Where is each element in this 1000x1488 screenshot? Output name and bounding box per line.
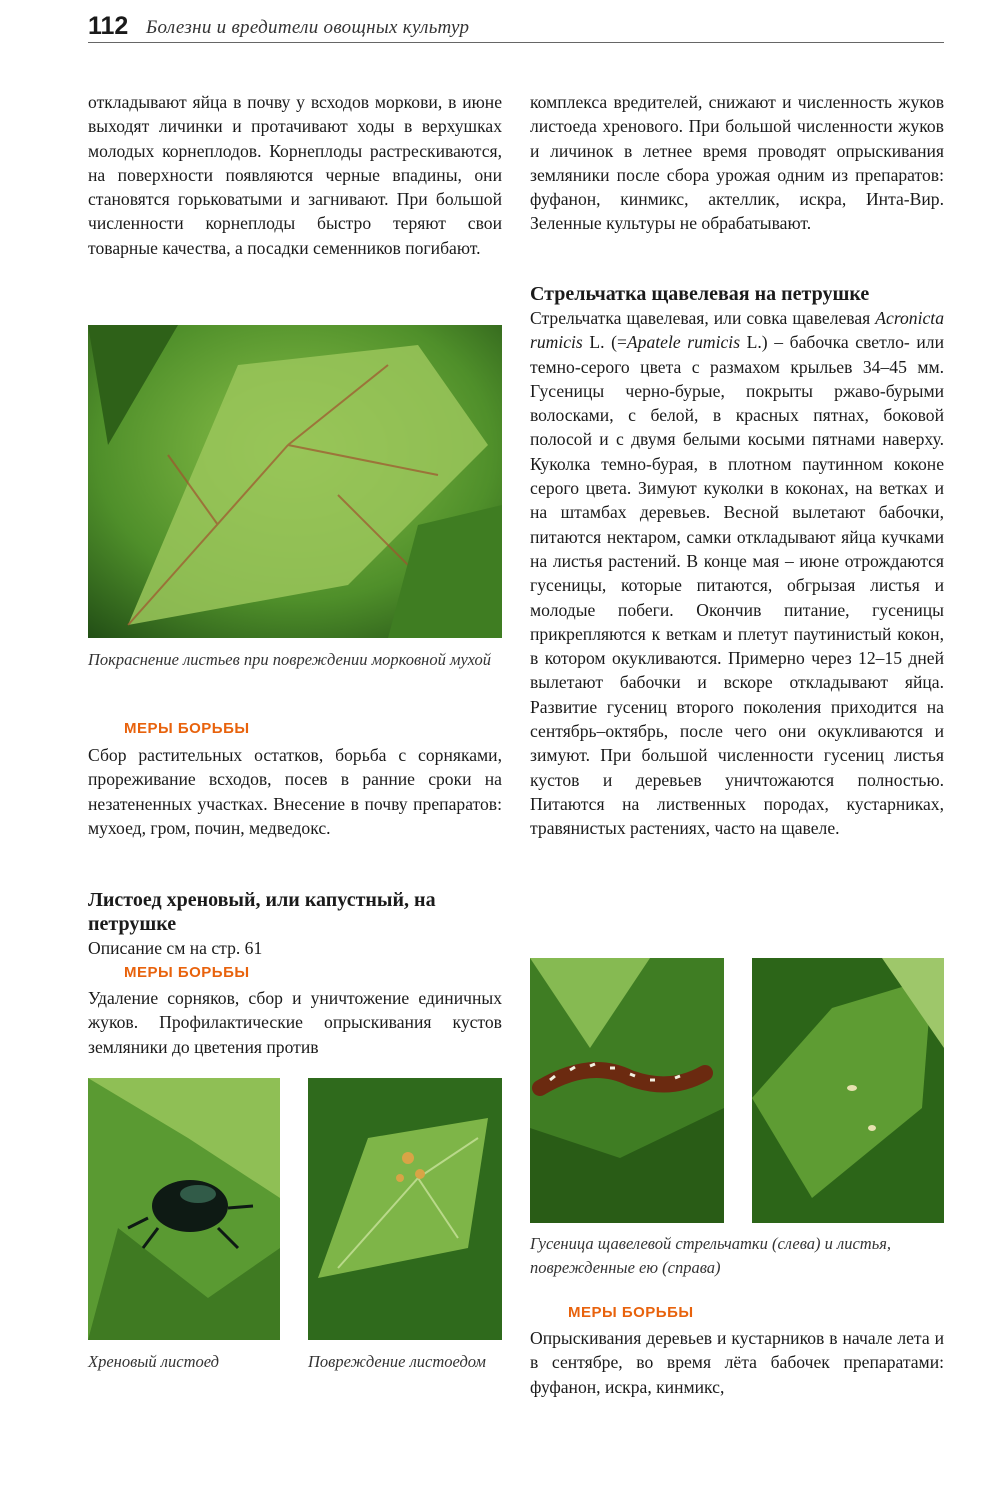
photo-horseradish-beetle <box>88 1078 280 1340</box>
control1-heading: МЕРЫ БОРЬБЫ <box>124 720 250 737</box>
figure3-caption-box <box>308 1350 502 1374</box>
figure1-caption-box <box>88 648 502 672</box>
photo-beetle-damage <box>308 1078 502 1340</box>
photo-carrot-fly-leaf <box>88 325 502 638</box>
figure1-caption: Покраснение листьев при повреждении морковной мухой <box>88 650 492 669</box>
author-1: L. (= <box>582 332 627 353</box>
right-intro-text: комплекса вредителей, снижают и численность жуков листоеда хренового. При большой численности жуков и личинок в летнее время проводят опрыскивания земляники после сбора урожая одним из препаратов: фуфанон, кинмикс, актеллик, искра, Инта-Вир. Зеленные культуры не обрабатывают. <box>530 92 944 234</box>
control1-box <box>88 743 502 840</box>
control3-box <box>530 1326 944 1399</box>
latin-name-2: Apatele rumicis <box>626 332 741 353</box>
photo-damaged-leaves <box>752 958 944 1223</box>
right-intro <box>530 90 944 236</box>
section2-box <box>88 888 502 960</box>
left-intro <box>88 90 502 260</box>
running-title: Болезни и вредители овощных культур <box>146 17 470 38</box>
section3-p1: Стрельчатка щавелевая, или совка щавелевая <box>530 308 871 328</box>
page-number: 112 <box>88 12 129 40</box>
control3-heading: МЕРЫ БОРЬБЫ <box>568 1304 694 1321</box>
control2-heading: МЕРЫ БОРЬБЫ <box>124 964 250 981</box>
section3-box <box>530 282 944 841</box>
figure2-caption: Хреновый листоед <box>88 1352 219 1371</box>
control2-heading-box <box>124 964 504 981</box>
section3-body: L.) – бабочка светло- или темно-серого цвета с размахом крыльев 34–45 мм. Гусеницы черно-бурые, покрыты ржаво-бурыми волосками, с белой, в красных пятнах, боковой полосой и с двумя белыми косыми пятнами наверху. Куколка темно-бурая, в плотном паутинном коконе серого цвета. Зимуют куколки в коконах, на ветках и на штамбах деревьев. Весной вылетают бабочки, питаются нектаром, самки откладывают яйца кучками на листья растений. В конце мая – июне отрождаются гусеницы, которые питаются, обгрызая листья и молодые побеги. Окончив питание, гусеницы прикрепляются к веткам и плетут паутинистый кокон, в котором окукливаются. Примерно через 12–15 дней вылетают бабочки и вскоре откладывают яйца. Развитие гусениц второго поколения приходится на сентябрь–октябрь, после чего они окукливаются и зимуют. При большой численности гусениц листья кустов и деревьев уничтожаются полностью. Питаются на лиственных породах, кустарниках, травянистых растениях, часто на щавеле. <box>530 332 944 839</box>
section2-ref: Описание см на стр. 61 <box>88 938 263 958</box>
latin-name-1: Acronicta rumicis <box>530 308 944 353</box>
control3-heading-box <box>568 1304 944 1321</box>
figure4-caption: Гусеница щавелевой стрельчатки (слева) и листья, поврежденные ею (справа) <box>530 1234 892 1277</box>
control2-text: Удаление сорняков, сбор и уничтожение единичных жуков. Профилактические опрыскивания кустов земляники до цветения против <box>88 988 502 1057</box>
figure3-caption: Повреждение листоедом <box>308 1352 486 1371</box>
section3-text <box>530 306 944 841</box>
page-header <box>88 8 944 43</box>
control1-text: Сбор растительных остатков, борьба с сорняками, прореживание всходов, посев в ранние сроки на незатененных участках. Внесение в почву препаратов: мухоед, гром, почин, медведокс. <box>88 745 502 838</box>
photo-caterpillar <box>530 958 724 1223</box>
left-intro-text: откладывают яйца в почву у всходов моркови, в июне выходят личинки и протачивают ходы в верхушках молодых корнеплодов. Корнеплоды растрескиваются, на поверхности появляются черные впадины, они становятся горьковатыми и загнивают. При большой численности корнеплоды быстро теряют свои товарные качества, а посадки семенников погибают. <box>88 92 502 258</box>
control2-box <box>88 986 502 1059</box>
section3-title: Стрельчатка щавелевая на петрушке <box>530 283 870 305</box>
figure2-caption-box <box>88 1350 288 1374</box>
figure4-caption-box <box>530 1232 944 1280</box>
control1-heading-box <box>124 720 504 737</box>
control3-text: Опрыскивания деревьев и кустарников в начале лета и в сентябре, во время лёта бабочек препаратами: фуфанон, искра, кинмикс, <box>530 1328 944 1397</box>
section2-title: Листоед хреновый, или капустный, на петрушке <box>88 889 436 935</box>
